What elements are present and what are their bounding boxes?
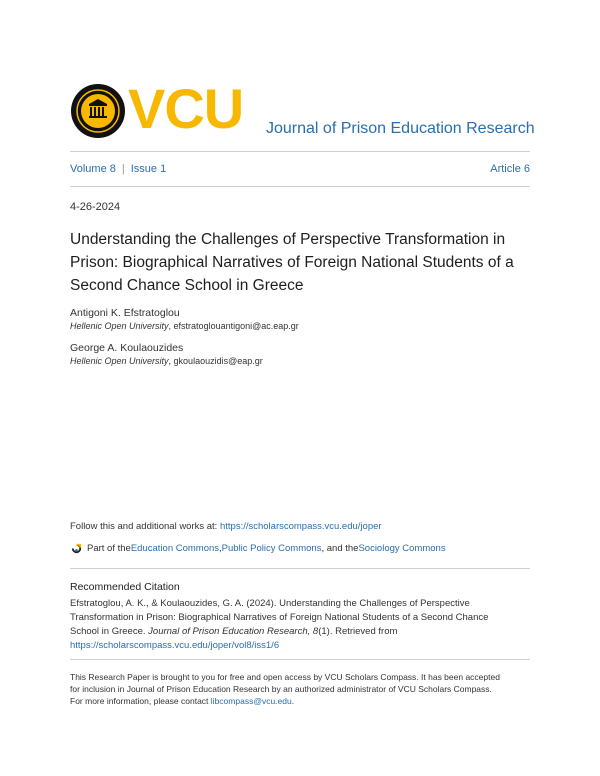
- issue-link[interactable]: Issue 1: [130, 163, 167, 175]
- journal-title[interactable]: Journal of Prison Education Research: [266, 120, 535, 137]
- author-name: George A. Koulaouzides: [70, 342, 184, 354]
- separator: , and the: [321, 543, 359, 554]
- citation-text: School in Greece.: [70, 626, 149, 637]
- author-institution: Hellenic Open University: [70, 321, 169, 331]
- sociology-commons-link[interactable]: Sociology Commons: [358, 543, 446, 554]
- footer-line: for inclusion in Journal of Prison Education Research by an authorized administrator of VCU Scholars Compass.: [70, 684, 492, 694]
- open-access-icon: [70, 542, 83, 555]
- publication-date: 4-26-2024: [70, 201, 121, 213]
- footer-line: This Research Paper is brought to you for free and open access by VCU Scholars Compass. It has been accepted: [70, 672, 500, 682]
- citation-text: (1). Retrieved from: [318, 626, 398, 637]
- separator: |: [121, 163, 125, 175]
- part-of-label: Part of the: [87, 543, 131, 554]
- vcu-seal-logo: [70, 83, 126, 139]
- citation-line: [70, 625, 530, 639]
- follow-url-link[interactable]: https://scholarscompass.vcu.edu/joper: [219, 521, 382, 532]
- author-name: Antigoni K. Efstratoglou: [70, 307, 180, 319]
- issue-divider: [70, 186, 530, 187]
- header-divider: [70, 151, 530, 152]
- footer-text: .: [291, 696, 295, 706]
- title-line-3: Second Chance School in Greece: [70, 277, 304, 294]
- title-line-2: Prison: Biographical Narratives of Foreign National Students of a: [70, 254, 514, 271]
- title-line-1: Understanding the Challenges of Perspective Transformation in: [70, 231, 506, 248]
- volume-link[interactable]: Volume 8: [70, 163, 116, 175]
- citation-body: [70, 597, 530, 653]
- citation-line: Efstratoglou, A. K., & Koulaouzides, G. A. (2024). Understanding the Challenges of Perspective: [70, 598, 470, 609]
- author-email: , efstratoglouantigoni@ac.eap.gr: [168, 321, 299, 331]
- public-policy-commons-link[interactable]: Public Policy Commons: [221, 543, 322, 554]
- citation-journal: Journal of Prison Education Research, 8: [148, 626, 319, 637]
- author-affiliation: [70, 356, 263, 366]
- citation-url-link[interactable]: https://scholarscompass.vcu.edu/joper/vol8/iss1/6: [70, 640, 280, 651]
- education-commons-link[interactable]: Education Commons: [130, 543, 220, 554]
- citation-heading: Recommended Citation: [70, 581, 180, 593]
- citation-divider: [70, 568, 530, 569]
- author-affiliation: [70, 321, 299, 331]
- contact-email-link[interactable]: libcompass@vcu.edu: [210, 696, 292, 706]
- follow-label: Follow this and additional works at:: [70, 521, 220, 532]
- article-link[interactable]: Article 6: [490, 163, 530, 175]
- citation-line: Transformation in Prison: Biographical Narratives of Foreign National Students of a Second Chance: [70, 612, 489, 623]
- footer-line: [70, 695, 530, 707]
- footer-divider: [70, 659, 530, 660]
- vcu-wordmark: VCU: [128, 77, 244, 140]
- follow-line: [70, 521, 382, 532]
- footer-text: For more information, please contact: [70, 696, 211, 706]
- author-institution: Hellenic Open University: [70, 356, 169, 366]
- part-of-line: [70, 542, 446, 555]
- author-email: , gkoulaouzidis@eap.gr: [168, 356, 263, 366]
- separator: ,: [219, 543, 222, 554]
- footer-notice: [70, 671, 530, 707]
- volume-issue: [70, 163, 166, 175]
- paper-title[interactable]: [70, 228, 530, 297]
